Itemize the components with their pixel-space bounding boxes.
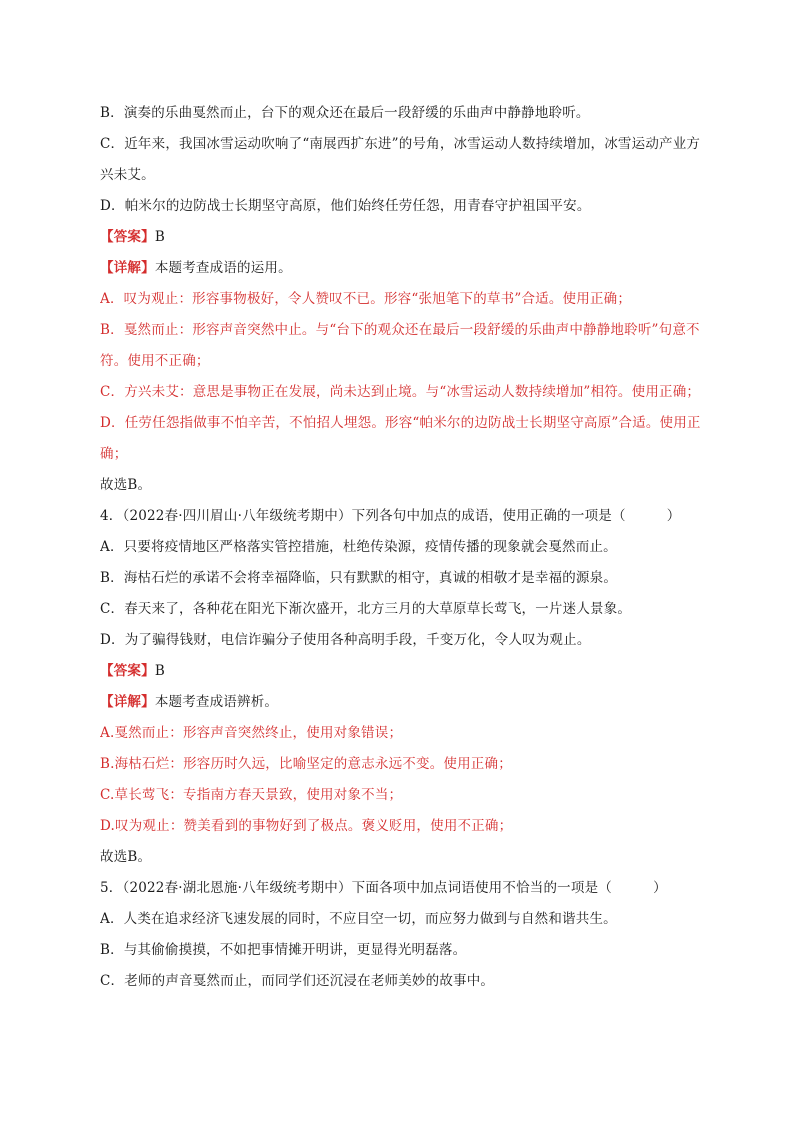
answer-value: B xyxy=(154,663,165,679)
prev-explain-b-line2: 符。使用不正确； xyxy=(100,353,210,369)
q5-option-c: C．老师的声音戛然而止，而同学们还沉浸在老师美妙的故事中。 xyxy=(100,973,495,989)
q4-explain-c: C.草长莺飞：专指南方春天景致，使用对象不当； xyxy=(100,787,403,803)
detail-text: 本题考查成语的运用。 xyxy=(154,260,292,276)
q5-stem: 5．（2022春·湖北恩施·八年级统考期中）下面各项中加点词语使用不恰当的一项是（ ） xyxy=(100,880,667,896)
prev-option-c-line2: 兴未艾。 xyxy=(100,167,155,183)
answer-tag: 【答案】 xyxy=(100,663,155,679)
detail-tag: 【详解】 xyxy=(100,694,155,710)
prev-explain-a: A．叹为观止：形容事物极好，令人赞叹不已。形容“张旭笔下的草书”合适。使用正确； xyxy=(100,291,632,307)
q4-choice: 故选B。 xyxy=(100,849,152,865)
answer-value: B xyxy=(154,229,165,245)
prev-choice: 故选B。 xyxy=(100,477,152,493)
q4-answer xyxy=(100,656,720,687)
q5-option-a: A．人类在追求经济飞速发展的同时，不应目空一切，而应努力做到与自然和谐共生。 xyxy=(100,911,617,927)
answer-tag: 【答案】 xyxy=(100,229,155,245)
prev-explain-d-line1: D．任劳任怨指做事不怕辛苦，不怕招人埋怨。形容“帕米尔的边防战士长期坚守高原”合适。使用正 xyxy=(100,415,701,431)
page-content xyxy=(100,98,720,997)
q4-option-b: B．海枯石烂的承诺不会将幸福降临，只有默默的相守，真诚的相敬才是幸福的源泉。 xyxy=(100,570,618,586)
q4-stem: 4．（2022春·四川眉山·八年级统考期中）下列各句中加点的成语，使用正确的一项是（ ） xyxy=(100,508,681,524)
q5-option-b: B．与其偷偷摸摸，不如把事情摊开明讲，更显得光明磊落。 xyxy=(100,942,467,958)
prev-explain-c: C．方兴未艾：意思是事物正在发展，尚未达到止境。与“冰雪运动人数持续增加”相符。使用正确； xyxy=(100,384,701,400)
prev-explain-b-line1: B．戛然而止：形容声音突然中止。与“台下的观众还在最后一段舒缓的乐曲声中静静地聆听”句意不 xyxy=(100,322,700,338)
q4-explain-b: B.海枯石烂：形容历时久远，比喻坚定的意志永远不变。使用正确； xyxy=(100,756,512,772)
q4-option-d: D．为了骗得钱财，电信诈骗分子使用各种高明手段，千变万化，令人叹为观止。 xyxy=(100,632,591,648)
prev-option-b: B．演奏的乐曲戛然而止，台下的观众还在最后一段舒缓的乐曲声中静静地聆听。 xyxy=(100,105,590,121)
prev-option-d: D．帕米尔的边防战士长期坚守高原，他们始终任劳任怨，用青春守护祖国平安。 xyxy=(100,198,591,214)
prev-answer xyxy=(100,222,720,253)
prev-explain-d-line2: 确； xyxy=(100,446,128,462)
q4-option-c: C．春天来了，各种花在阳光下渐次盛开，北方三月的大草原草长莺飞，一片迷人景象。 xyxy=(100,601,632,617)
detail-text: 本题考查成语辨析。 xyxy=(154,694,279,710)
q4-detail xyxy=(100,687,720,718)
detail-tag: 【详解】 xyxy=(100,260,155,276)
q4-explain-a: A.戛然而止：形容声音突然终止，使用对象错误； xyxy=(100,725,403,741)
prev-option-c-line1: C．近年来，我国冰雪运动吹响了“南展西扩东进”的号角，冰雪运动人数持续增加，冰雪运动产业方 xyxy=(100,136,701,152)
q4-explain-d: D.叹为观止：赞美看到的事物好到了极点。褒义贬用，使用不正确； xyxy=(100,818,513,834)
q4-option-a: A．只要将疫情地区严格落实管控措施，杜绝传染源，疫情传播的现象就会戛然而止。 xyxy=(100,539,617,555)
prev-detail xyxy=(100,253,720,284)
